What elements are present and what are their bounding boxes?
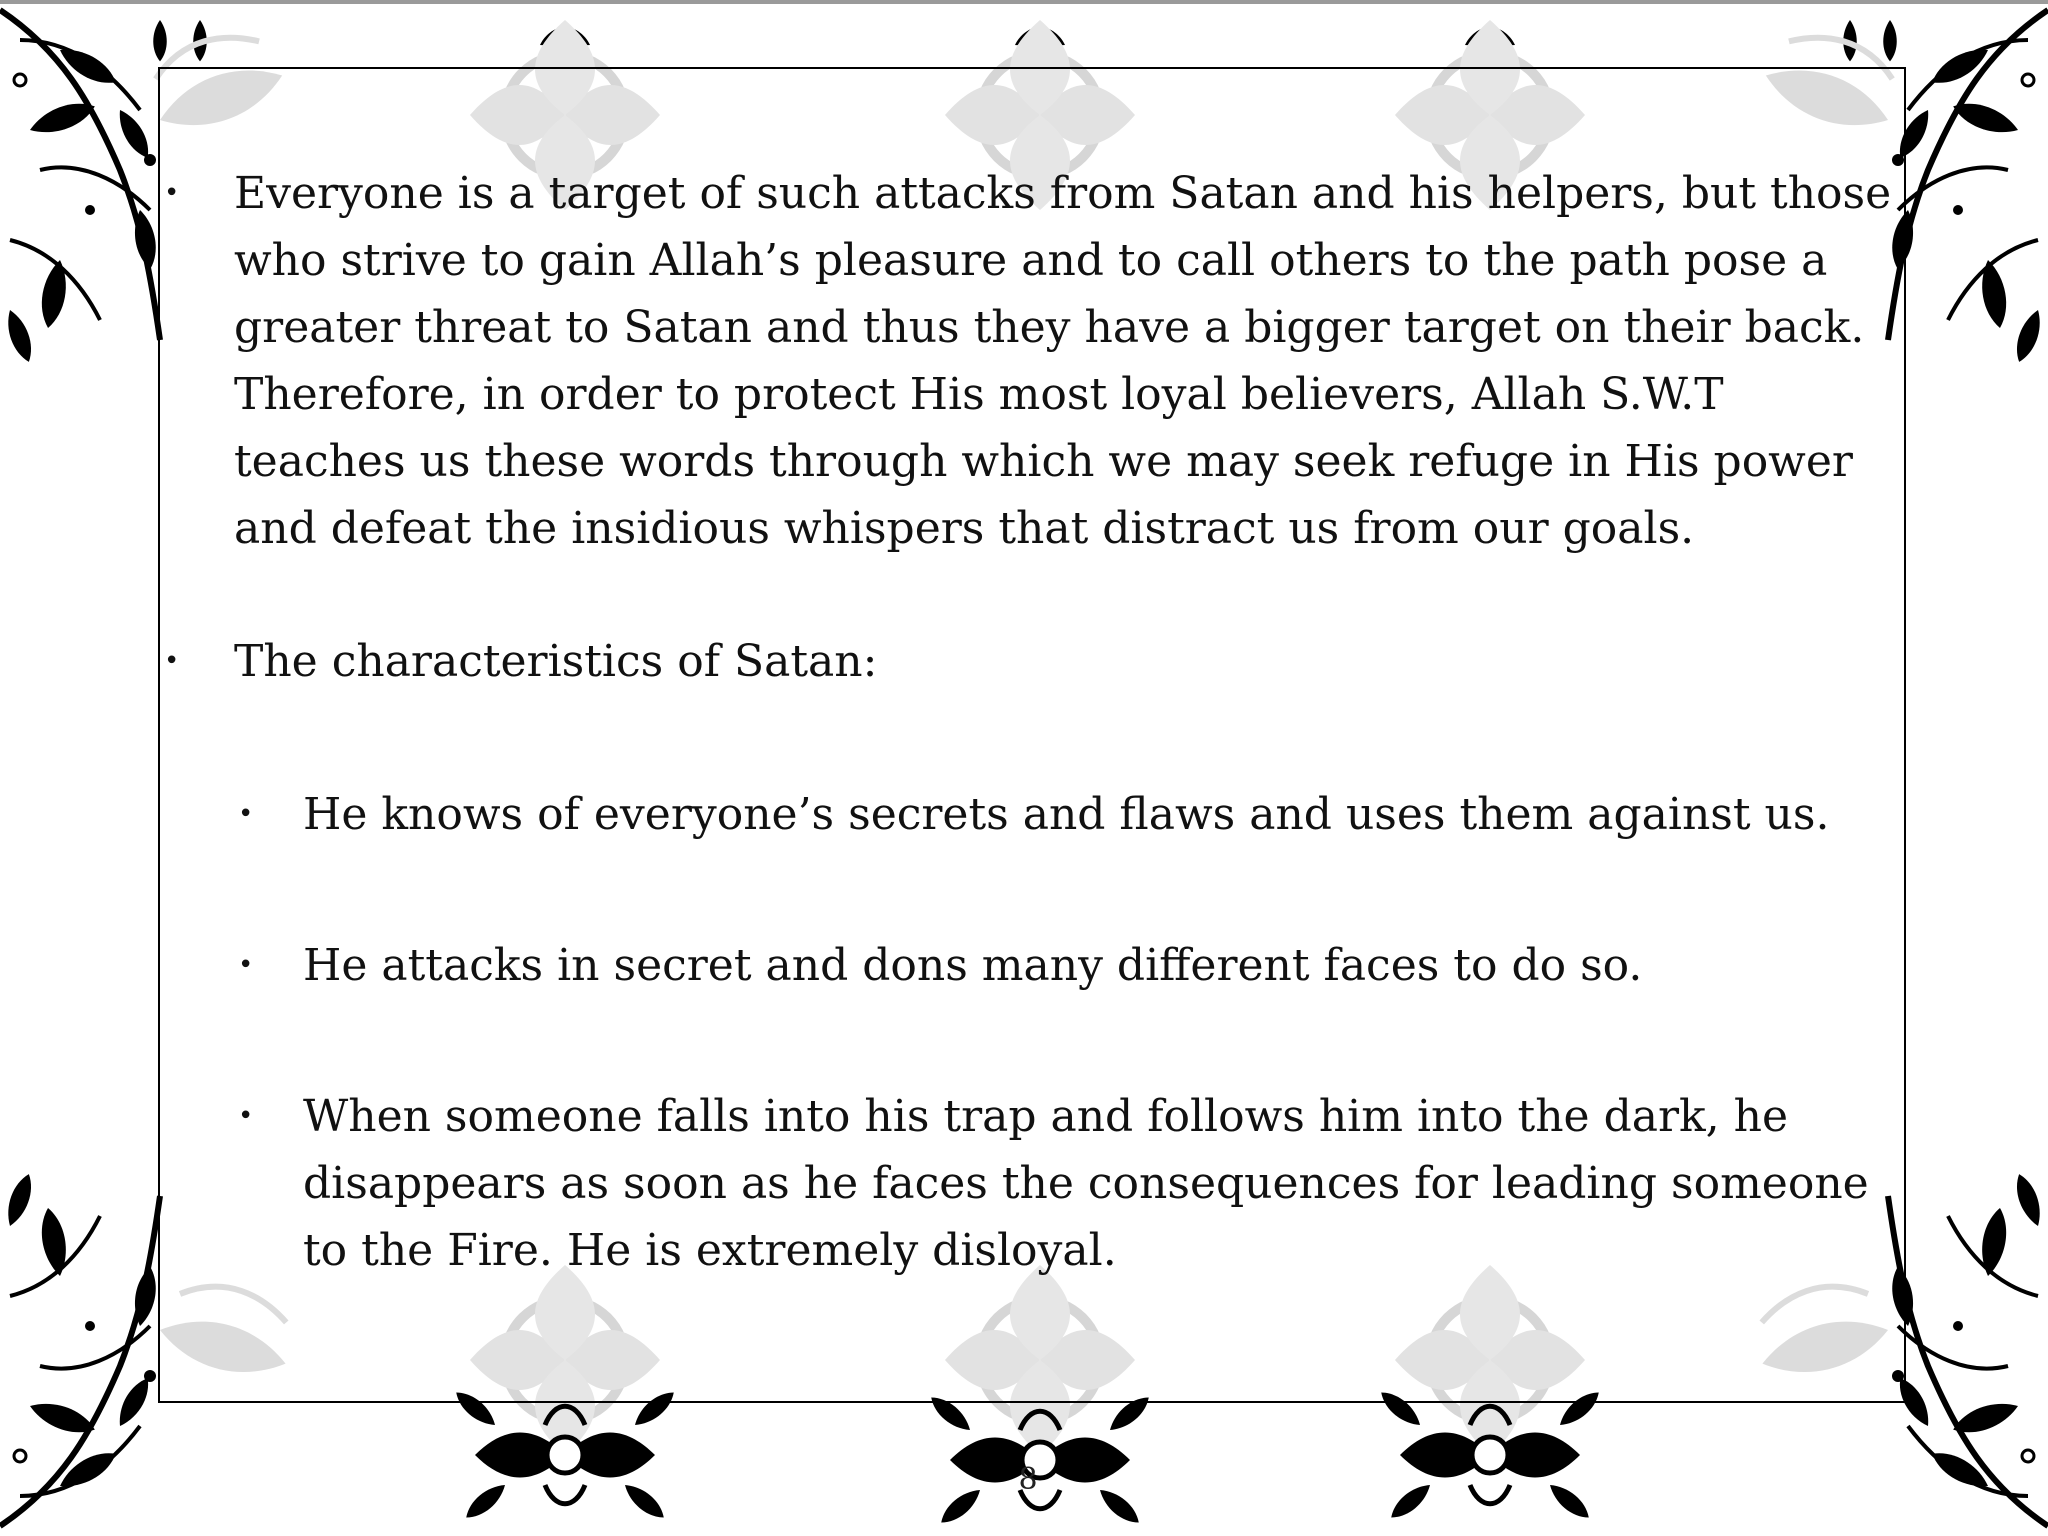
list-item [158,932,1906,999]
bullet: • [164,178,180,208]
corner-flourish-top-right [1888,10,2048,365]
bullet: • [238,1101,254,1131]
list-item-text: He knows of everyone’s secrets and flaws and uses them against us. [303,789,1830,840]
bullet: • [164,646,180,676]
list-item-text: Everyone is a target of such attacks from Satan and his helpers, but those who strive to gain Allah’s pleasure and to call others to the path pose a greater threat to Satan and thus they have a bigger target on their back. Therefore, in order to protect His most loyal believers, Allah S.W.T teaches us these words through which we may seek refuge in His power and defeat the insidious whispers that distract us from our goals. [234,168,1892,554]
corner-flourish-top-left [0,10,160,365]
page-number: 8 [1018,1462,1038,1497]
list-item-text: When someone falls into his trap and follows him into the dark, he disappears as soon as he faces the consequences for leading someone to the Fire. He is extremely disloyal. [303,1091,1869,1276]
spacer [158,999,1906,1083]
corner-flourish-bottom-right [1888,1171,2048,1526]
bullet: • [238,950,254,980]
list-item [158,781,1906,848]
bullet: • [238,799,254,829]
corner-flourish-bottom-left [0,1171,160,1526]
spacer [158,695,1906,781]
list-item [158,160,1906,562]
spacer [158,562,1906,628]
list-item-text: The characteristics of Satan: [234,636,878,687]
list-item [158,628,1906,695]
spacer [158,848,1906,932]
bullet-list [158,160,1906,1284]
list-item-text: He attacks in secret and dons many different faces to do so. [303,940,1643,991]
list-item [158,1083,1906,1284]
